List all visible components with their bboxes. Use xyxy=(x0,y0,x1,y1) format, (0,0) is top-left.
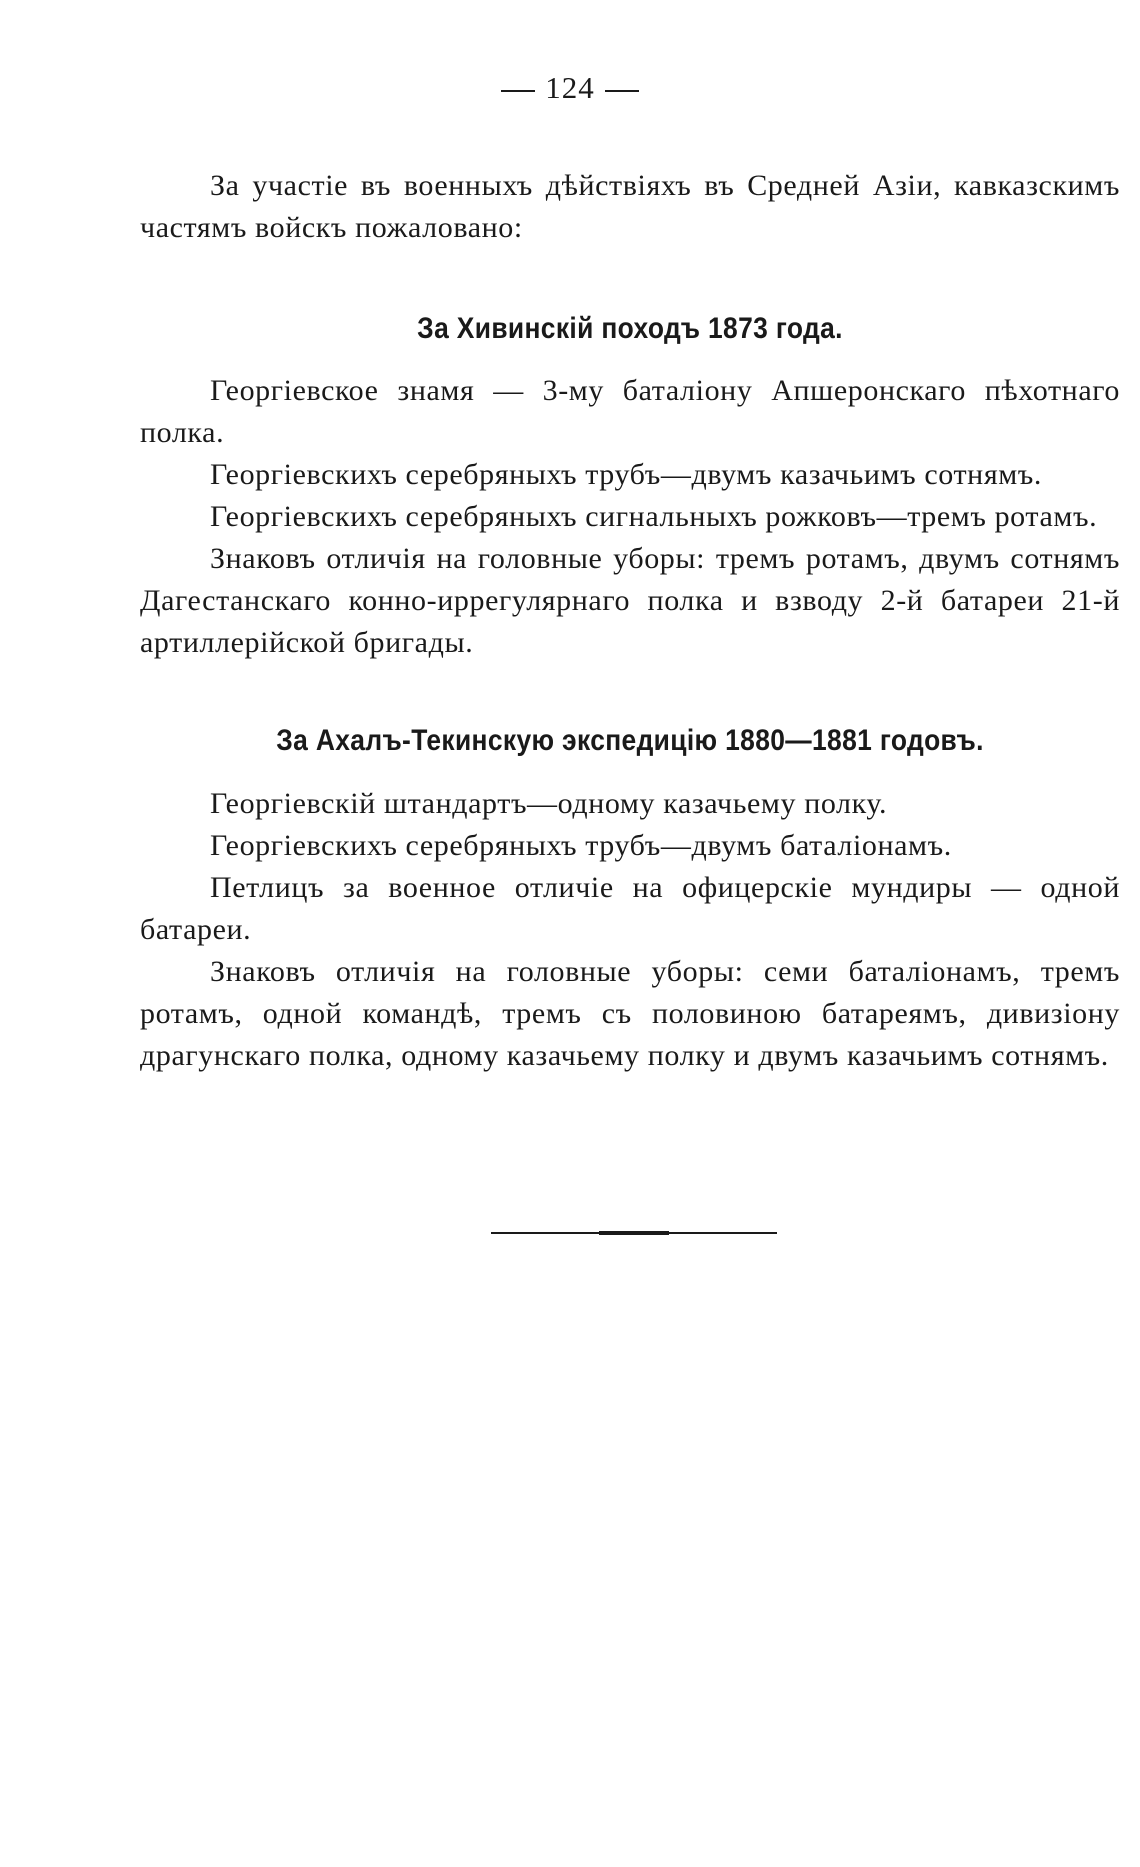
end-rule-thick-segment xyxy=(599,1231,669,1235)
section2-heading-block xyxy=(140,720,1120,762)
section1-paragraph: Георгіевскихъ серебряныхъ сигнальныхъ рожковъ—тремъ ротамъ. xyxy=(210,500,1098,533)
section2-heading: За Ахалъ-Текинскую экспедицію 1880—1881 годовъ. xyxy=(276,724,984,757)
section1-body xyxy=(140,370,1120,664)
section2-paragraph: Георгіевскихъ серебряныхъ трубъ—двумъ баталіонамъ. xyxy=(210,829,952,862)
intro-block xyxy=(140,165,1120,249)
page-number-dash-right xyxy=(605,90,639,92)
page-number xyxy=(0,70,1140,106)
end-rule xyxy=(491,1232,777,1234)
section1-paragraph: Георгіевскихъ серебряныхъ трубъ—двумъ казачьимъ сотнямъ. xyxy=(210,458,1043,491)
section2-paragraph: Знаковъ отличія на головные уборы: семи баталіонамъ, тремъ ротамъ, одной командѣ, тремъ съ половиною батареямъ, дивизіону драгунскаго полка, одному казачьему полку и двумъ казачьимъ сотнямъ. xyxy=(140,955,1120,1072)
section1-heading-block xyxy=(140,308,1120,350)
page-number-text: 124 xyxy=(545,70,595,105)
section1-paragraph: Знаковъ отличія на головные уборы: тремъ ротамъ, двумъ сотнямъ Дагестанскаго конно-иррегулярнаго полка и взводу 2-й батареи 21-й артиллерійской бригады. xyxy=(140,542,1120,659)
section2-body xyxy=(140,783,1120,1077)
page-number-dash-left xyxy=(501,90,535,92)
section1-heading: За Хивинскій походъ 1873 года. xyxy=(417,312,843,345)
section1-paragraph: Георгіевское знамя — 3-му баталіону Апшеронскаго пѣхотнаго полка. xyxy=(140,374,1120,449)
intro-paragraph: За участіе въ военныхъ дѣйствіяхъ въ Средней Азіи, кавказскимъ частямъ войскъ пожаловано: xyxy=(140,169,1120,244)
section2-paragraph: Георгіевскій штандартъ—одному казачьему полку. xyxy=(210,787,888,820)
section2-paragraph: Петлицъ за военное отличіе на офицерскіе мундиры — одной батареи. xyxy=(140,871,1120,946)
